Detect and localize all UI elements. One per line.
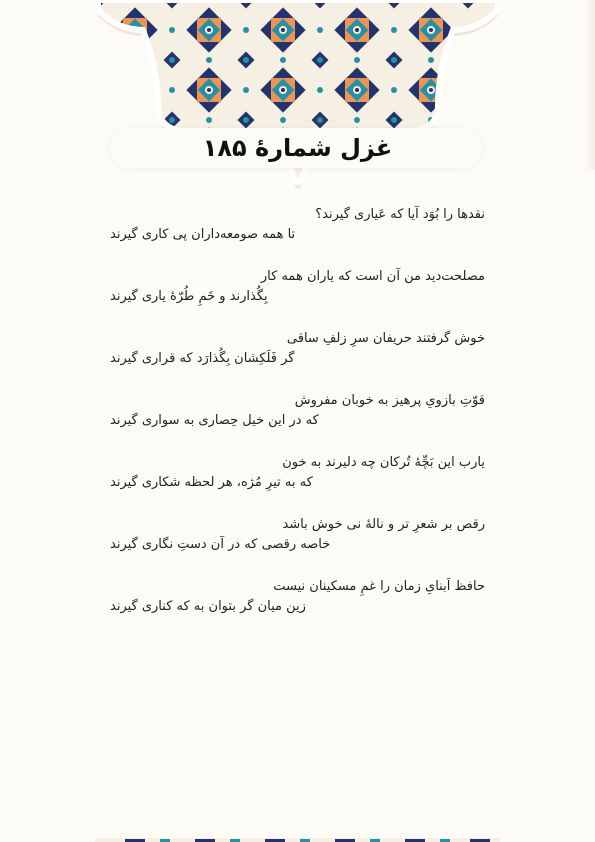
- hemistich-first: مصلحت‌دید من آن است که یاران همه کار: [260, 269, 485, 284]
- hemistich-second: که در این خیل حِصاری به سواری گیرند: [110, 413, 319, 428]
- hemistich-second: زین میان گر بتوان به که کناری گیرند: [110, 599, 306, 614]
- couplet: [110, 577, 485, 639]
- couplet: [110, 205, 485, 267]
- couplet: [110, 329, 485, 391]
- hemistich-first: نقدها را بُوَد آیا که عَیاری گیرند؟: [315, 207, 485, 222]
- hemistich-first: خوش گرفتند حریفان سرِ زلفِ ساقی: [286, 331, 485, 346]
- poem: [110, 205, 485, 639]
- bottom-tile-strip-icon: [95, 838, 500, 842]
- couplet: [110, 515, 485, 577]
- hemistich-second: بِگُذارند و خَمِ طُرّهٔ یاری گیرند: [110, 289, 268, 304]
- hemistich-second: گر فَلَکِشان بِگُذارَد که قراری گیرند: [110, 351, 295, 366]
- couplet: [110, 267, 485, 329]
- hemistich-first: قوّتِ بازویِ پرهیز به خوبان مفروش: [294, 393, 485, 408]
- hemistich-first: رقص بر شعرِ تر و نالهٔ نی خوش باشد: [282, 517, 485, 532]
- page-title: غزل شمارهٔ ۱۸۵: [202, 134, 393, 162]
- hemistich-second: که به تیرِ مُژه، هر لحظه شکاری گیرند: [110, 475, 313, 490]
- couplet: [110, 391, 485, 453]
- hemistich-first: یارب این بَچِّهٔ تُرکان چه دلیرند به خون: [282, 455, 485, 470]
- hemistich-second: خاصه رقصی که در آن دستِ نگاری گیرند: [110, 537, 331, 552]
- hemistich-second: تا همه صومعه‌داران پی کاری گیرند: [110, 227, 296, 242]
- couplet: [110, 453, 485, 515]
- hemistich-first: حافظ اَبنایِ زمان را غمِ مسکینان نیست: [273, 579, 485, 594]
